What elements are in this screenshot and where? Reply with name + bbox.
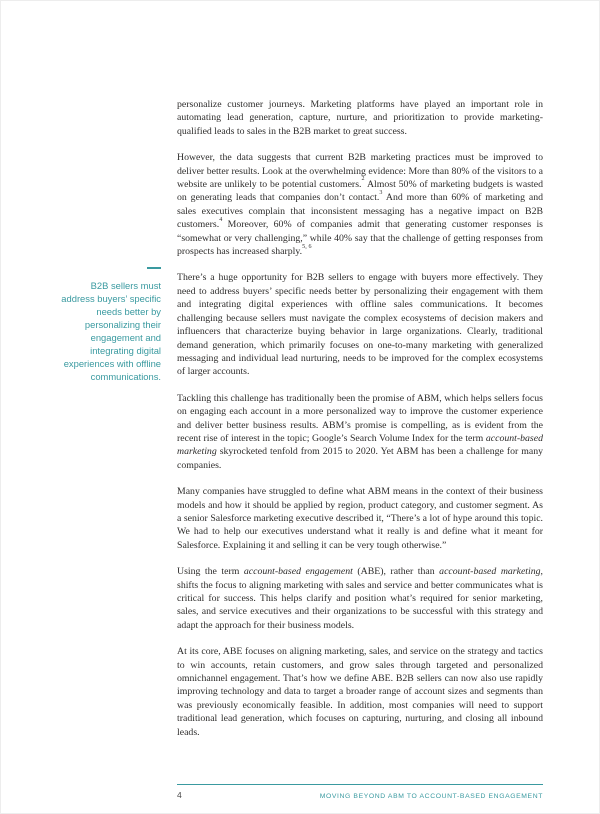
paragraph: At its core, ABE focuses on aligning marketing, sales, and service on the strategy and tactics to win accounts, retain customers, and grow sales through targeted and personalized omnichannel engagement. That’s how we define ABE. B2B sellers can now also use rapidly improving technology and data to target a broader range of account sizes and segments than was previously economically feasible. In addition, most companies will need to support traditional lead generation, which focuses on capturing, nurturing, and closing all inbound leads. xyxy=(177,646,543,738)
running-title: MOVING BEYOND ABM TO ACCOUNT-BASED ENGAGEMENT xyxy=(319,793,543,800)
pull-quote-rule xyxy=(147,267,161,269)
paragraph: There’s a huge opportunity for B2B sellers to engage with buyers more effectively. They need to address buyers’ specific needs better by personalizing their engagement with them and integrating digital experiences with offline sales communications. It becomes challenging because sellers must navigate the complex ecosystems of decision makers and influencers that characterize buying behavior in large organizations. Clearly, traditional demand generation, which primarily focuses on one-to-many marketing with generalized messaging and individual lead nurturing, needs to be improved for the complex ecosystems of larger accounts. xyxy=(177,272,543,378)
paragraph: Tackling this challenge has traditionally been the promise of ABM, which helps sellers focus on engaging each account in a more personalized way to improve the customer experience and deliver better business results. ABM’s promise is compelling, as is evident from the recent rise of interest in the topic; Google’s Search Volume Index for the term account-based marketing skyrocketed tenfold from 2015 to 2020. Yet ABM has been a challenge for many companies. xyxy=(177,392,543,471)
pull-quote xyxy=(55,267,161,383)
page-footer xyxy=(177,784,543,800)
paragraph: Many companies have struggled to define what ABM means in the context of their business models and how it should be applied by region, product category, and customer segment. As a senior Salesforce marketing executive described it, “There’s a lot of hype around this topic. We had to help our executives understand what it really is and define what it meant for Salesforce. Explaining it and selling it can be very tough otherwise.” xyxy=(177,486,543,551)
paragraph: Using the term account-based engagement (ABE), rather than account-based marketing, shifts the focus to aligning marketing with sales and service and better communicates what is critical for success. This helps clarify and position what’s required for senior marketing, sales, and service executives and their organizations to be successful with this strategy and adapt the approach for their business models. xyxy=(177,566,543,631)
article-body xyxy=(177,98,543,752)
page-number: 4 xyxy=(177,790,182,800)
paragraph: personalize customer journeys. Marketing platforms have played an important role in automating lead generation, capture, nurture, and prioritization to provide marketing-qualified leads to sales in the B2B market to great success. xyxy=(177,99,543,137)
pull-quote-text: B2B sellers must address buyers’ specific needs better by personalizing their engagement and integrating digital experiences with offline communications. xyxy=(61,280,161,382)
paragraph: However, the data suggests that current B2B marketing practices must be improved to deliver better results. Look at the overwhelming evidence: More than 80% of the visitors to a website are unlikely to be potential customers.$^2$ Almost 50% of marketing budgets is wasted on generating leads that companies don’t contact.$^3$ And more than 60% of marketing and sales executives complain that inconsistent messaging has a negative impact on B2B customers.$^4$ Moreover, 60% of companies admit that generating customer responses is “somewhat or very challenging,” while 40% say that the challenge of getting responses from prospects has increased sharply.$^{5, 6}$ xyxy=(177,152,543,258)
footer-row xyxy=(177,790,543,800)
